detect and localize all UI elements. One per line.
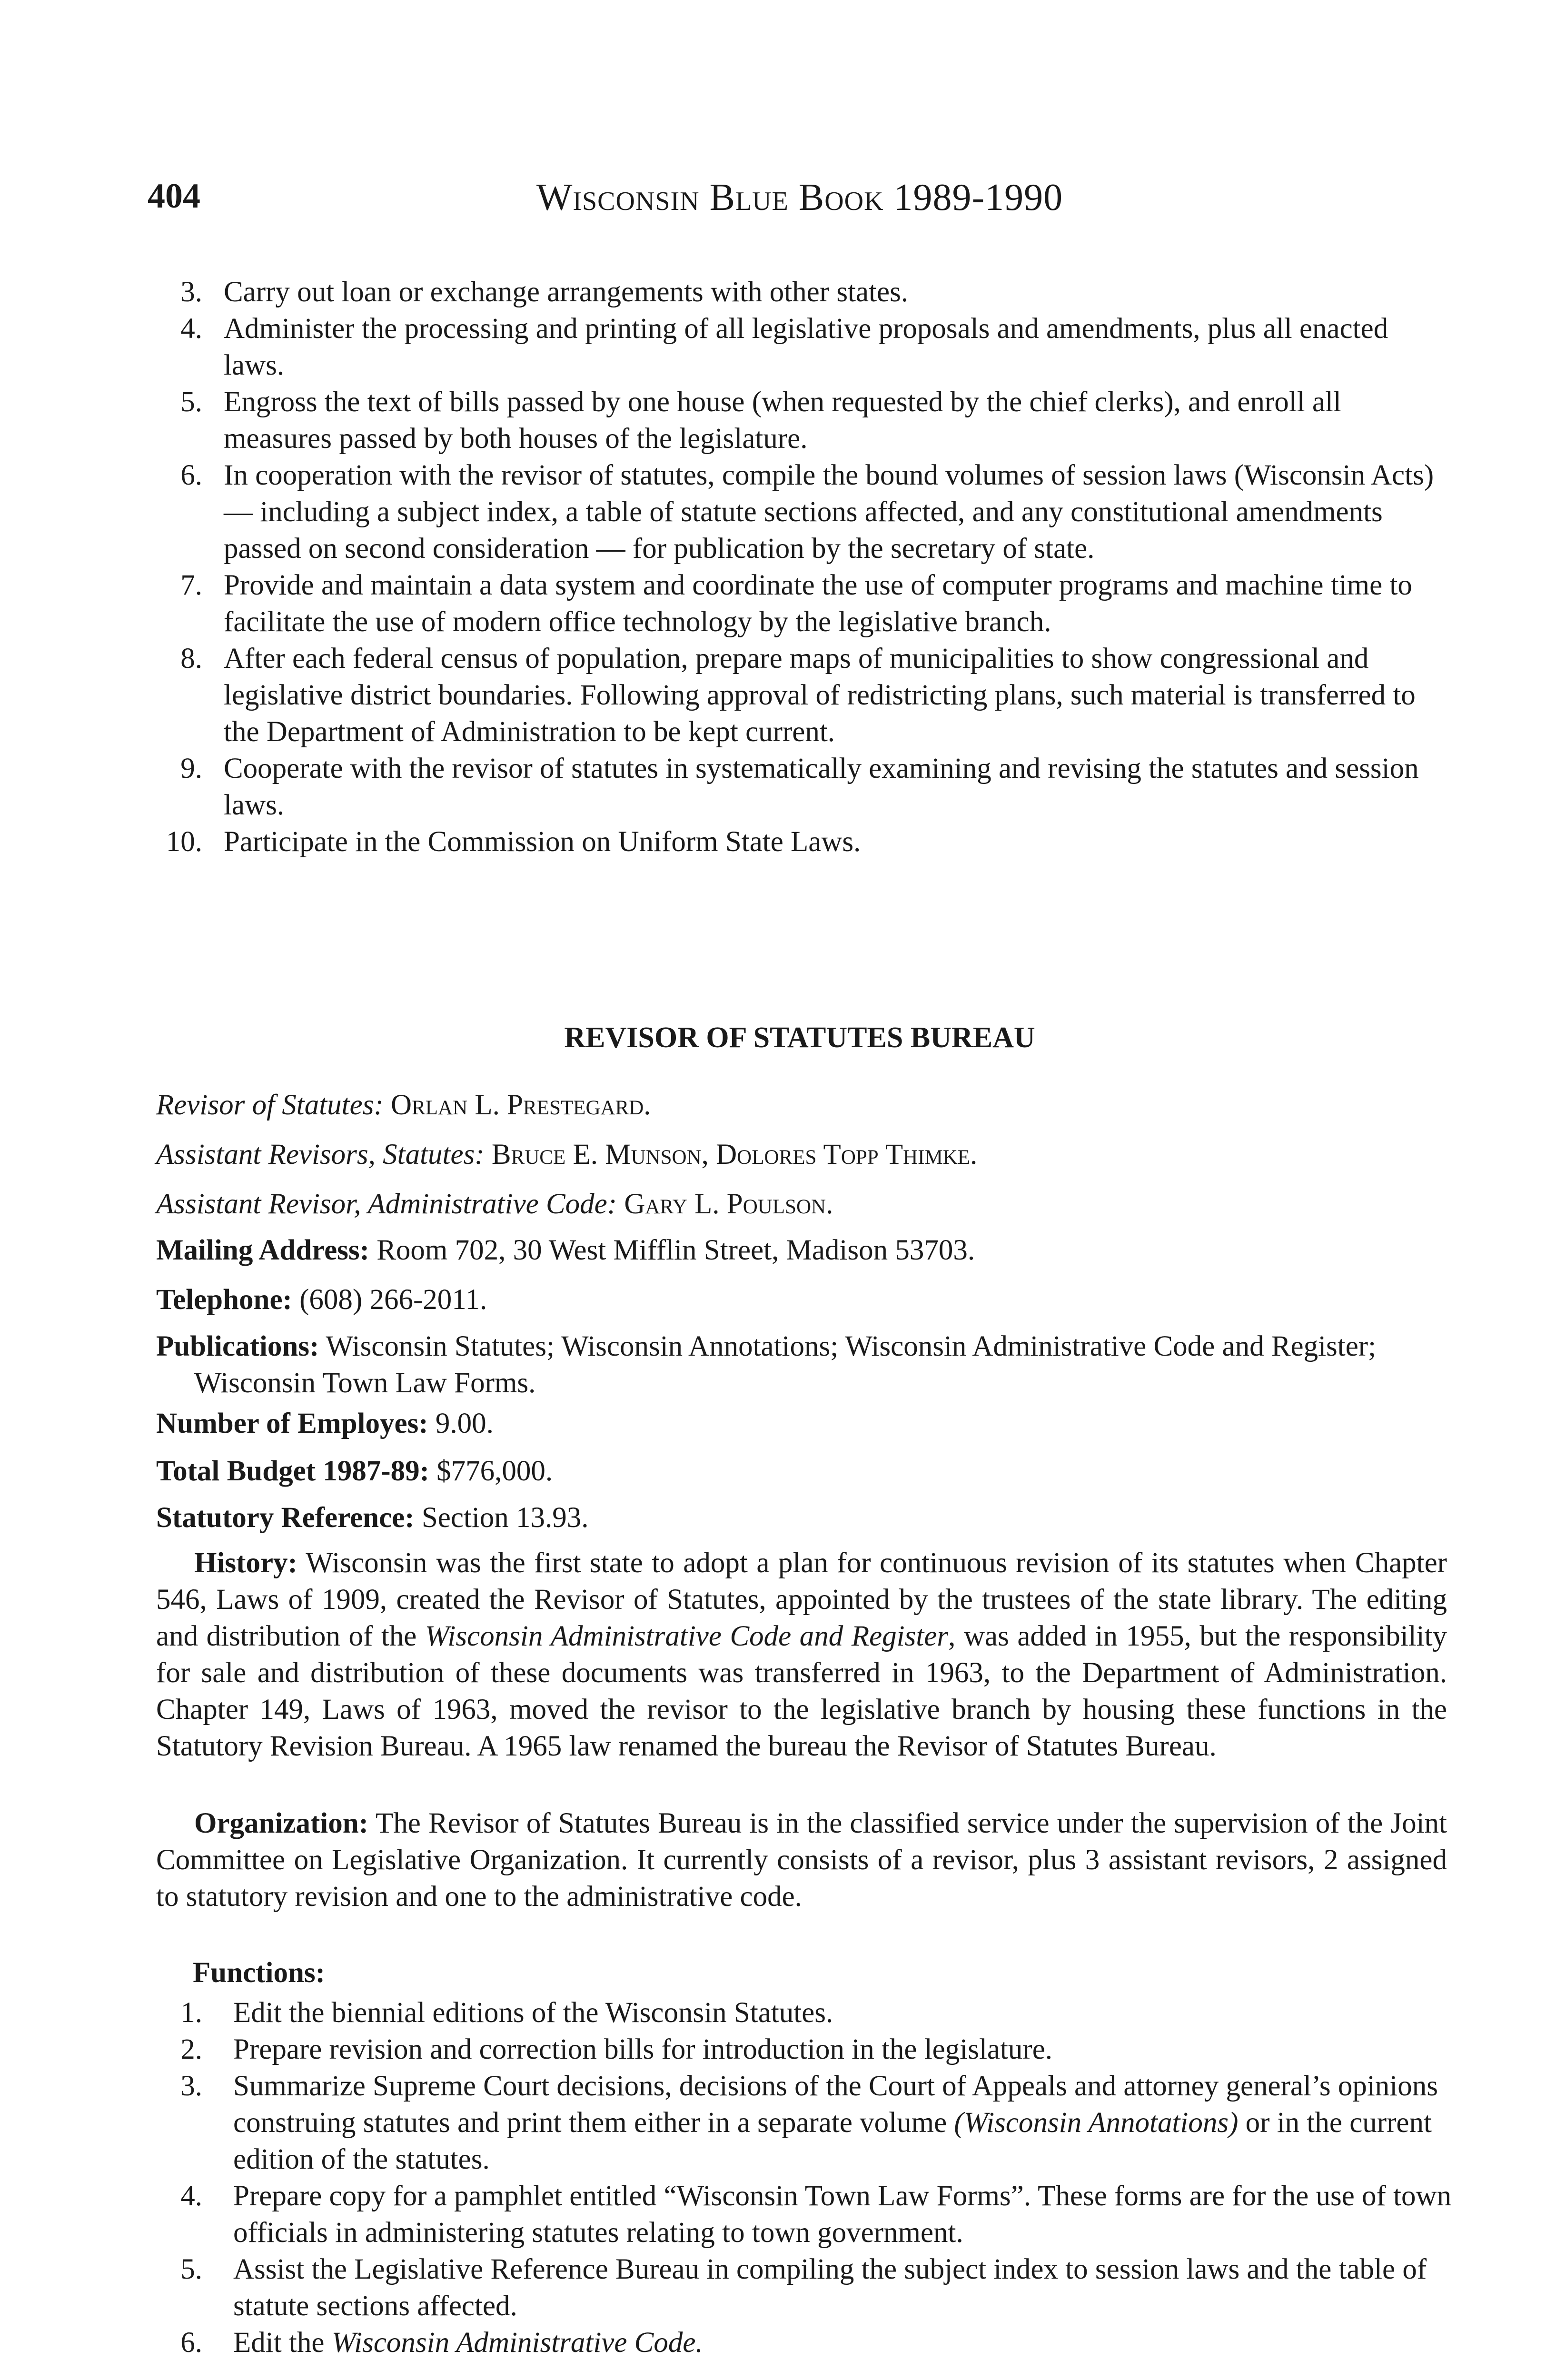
assistant-revisors-line: Assistant Revisors, Statutes: Bruce E. Munson, Dolores Topp Thimke. (156, 1139, 978, 1170)
list-item: 4. Prepare copy for a pamphlet entitled “Wisconsin Town Law Forms”. These forms are for the use of town officials in administering statutes relating to town government. (180, 2180, 1452, 2249)
publications: Publications: Wisconsin Statutes; Wisconsin Annotations; Wisconsin Administrative Code and Register; Wisconsin Town Law Forms. (156, 1330, 1377, 1399)
list-item: 6. In cooperation with the revisor of statutes, compile the bound volumes of session laws (Wisconsin Acts) — including a subject index, a table of statute sections affected, and any constitutional amendments passed on second consideration — for publication by the secretary of state. (180, 459, 1434, 565)
total-budget: Total Budget 1987-89: $776,000. (156, 1455, 553, 1487)
list-item: 3. Carry out loan or exchange arrangements with other states. (180, 276, 909, 308)
running-title: Wisconsin Blue Book 1989-1990 (536, 177, 1063, 218)
section-heading: REVISOR OF STATUTES BUREAU (564, 1021, 1035, 1054)
list-item: 4. Administer the processing and printing of all legislative proposals and amendments, plus all enacted laws. (180, 313, 1388, 381)
list-item: 8. After each federal census of population, prepare maps of municipalities to show congressional and legislative district boundaries. Following approval of redistricting plans, such material is transferred to the Department of Administration to be kept current. (180, 643, 1416, 748)
revisor-line: Revisor of Statutes: Orlan L. Prestegard. (156, 1089, 651, 1121)
list-item: 5. Assist the Legislative Reference Bureau in compiling the subject index to session laws and the table of statute sections affected. (180, 2253, 1427, 2322)
number-of-employes: Number of Employes: 9.00. (156, 1408, 494, 1439)
organization-paragraph: Organization: The Revisor of Statutes Bureau is in the classified service under the supervision of the Joint Committee on Legislative Organization. It currently consists of a revisor, plus 3 assistant revisors, 2 assigned to statutory revision and one to the administrative code. (156, 1807, 1447, 1913)
list-item: 3. Summarize Supreme Court decisions, decisions of the Court of Appeals and attorney general’s opinions construing statutes and print them either in a separate volume (Wisconsin Annotations) or in the current edition of the statutes. (180, 2070, 1438, 2175)
page-number: 404 (148, 177, 200, 216)
list-item: 7. Provide and maintain a data system and coordinate the use of computer programs and machine time to facilitate the use of modern office technology by the legislative branch. (180, 569, 1412, 638)
functions-heading: Functions: (193, 1957, 325, 1989)
list-item: 2. Prepare revision and correction bills for introduction in the legislature. (180, 2033, 1053, 2065)
history-paragraph: History: Wisconsin was the first state to adopt a plan for continuous revision of its statutes when Chapter 546, Laws of 1909, created the Revisor of Statutes, appointed by the trustees of the state library. The editing and distribution of the Wisconsin Administrative Code and Register, was added in 1955, but the responsibility for sale and distribution of these documents was transferred in 1963, to the Department of Administration. Chapter 149, Laws of 1963, moved the revisor to the legislative branch by housing these functions in the Statutory Revision Bureau. A 1965 law renamed the bureau the Revisor of Statutes Bureau. (156, 1547, 1447, 1762)
list-item: 5. Engross the text of bills passed by one house (when requested by the chief clerks), and enroll all measures passed by both houses of the legislature. (180, 386, 1341, 455)
assistant-admin-line: Assistant Revisor, Administrative Code: Gary L. Poulson. (156, 1188, 833, 1220)
mailing-address: Mailing Address: Room 702, 30 West Mifflin Street, Madison 53703. (156, 1234, 975, 1266)
list-item: 10. Participate in the Commission on Uniform State Laws. (166, 826, 861, 858)
telephone: Telephone: (608) 266-2011. (156, 1284, 487, 1316)
revisor-functions-list (124, 1994, 1452, 2361)
page-header (148, 176, 1452, 233)
list-item: 9. Cooperate with the revisor of statutes in systematically examining and revising the statutes and session laws. (180, 753, 1419, 821)
lrb-functions-list (119, 274, 1452, 860)
list-item: 6. Edit the Wisconsin Administrative Code. (180, 2327, 703, 2359)
list-item: 1. Edit the biennial editions of the Wisconsin Statutes. (180, 1997, 833, 2029)
statutory-reference: Statutory Reference: Section 13.93. (156, 1502, 589, 1534)
